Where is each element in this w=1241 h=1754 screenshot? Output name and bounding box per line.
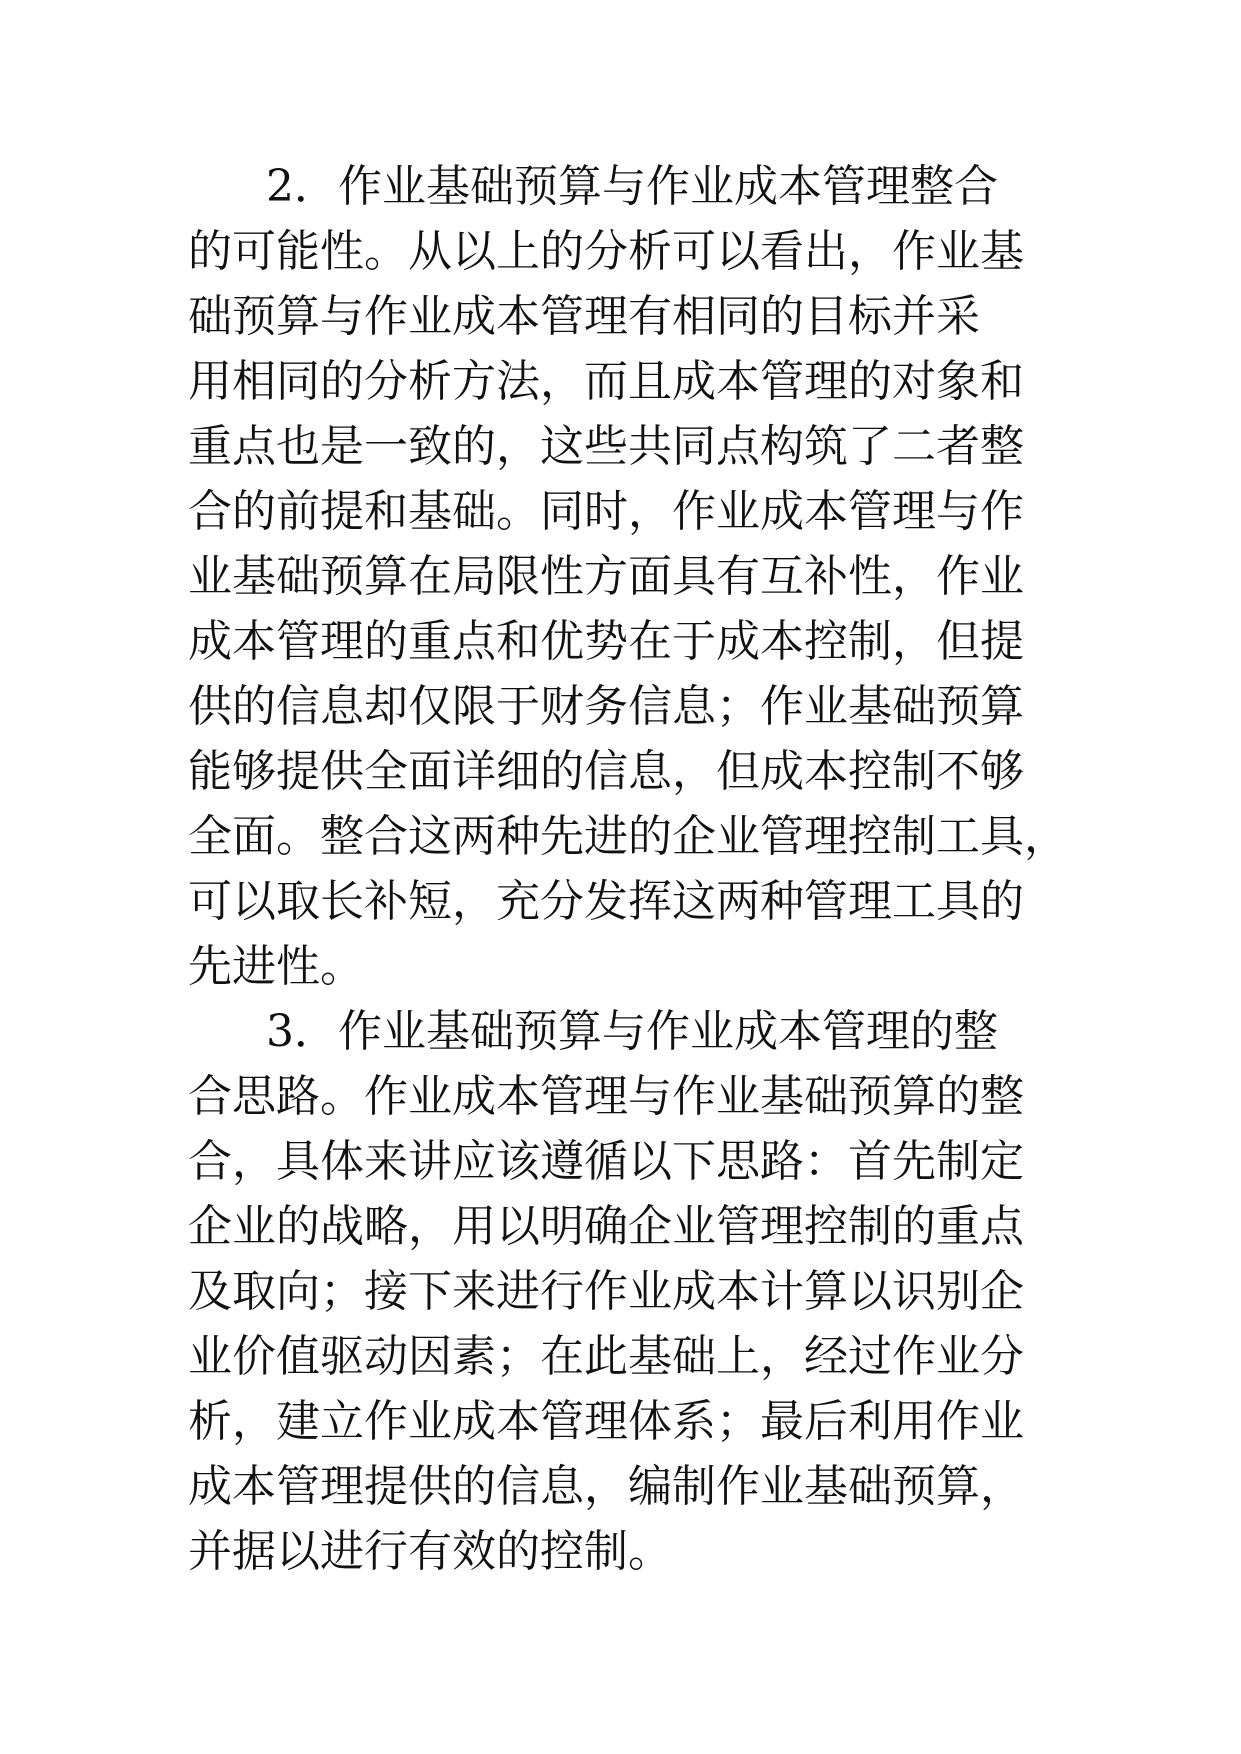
paragraph-3-line: 及取向；接下来进行作业成本计算以识别企 [188, 1266, 1024, 1317]
paragraph-2-line: 供的信息却仅限于财务信息；作业基础预算 [188, 681, 1024, 732]
body-text [188, 154, 1088, 1584]
paragraph-2-line: 的可能性。从以上的分析可以看出，作业基 [188, 226, 1024, 277]
paragraph-2-line: 重点也是一致的，这些共同点构筑了二者整 [188, 421, 1024, 472]
paragraph-2-line: 可以取长补短，充分发挥这两种管理工具的 [188, 876, 1024, 927]
paragraph-3-line: 合，具体来讲应该遵循以下思路：首先制定 [188, 1136, 1024, 1187]
paragraph-3-line: 合思路。作业成本管理与作业基础预算的整 [188, 1071, 1024, 1122]
paragraph-3-line: 企业的战略，用以明确企业管理控制的重点 [188, 1201, 1024, 1252]
paragraph-3-line: 业价值驱动因素；在此基础上，经过作业分 [188, 1331, 1024, 1382]
paragraph-3-line: 3．作业基础预算与作业成本管理的整 [266, 1006, 998, 1057]
paragraph-2-line: 础预算与作业成本管理有相同的目标并采 [188, 291, 980, 342]
paragraph-3-line: 析，建立作业成本管理体系；最后利用作业 [188, 1396, 1024, 1447]
paragraph-3-line: 成本管理提供的信息，编制作业基础预算， [188, 1461, 1024, 1512]
paragraph-2-line: 成本管理的重点和优势在于成本控制，但提 [188, 616, 1024, 667]
paragraph-2-line: 业基础预算在局限性方面具有互补性，作业 [188, 551, 1024, 602]
paragraph-2-line: 合的前提和基础。同时，作业成本管理与作 [188, 486, 1024, 537]
paragraph-2-line: 用相同的分析方法，而且成本管理的对象和 [188, 356, 1024, 407]
paragraph-2-line: 能够提供全面详细的信息，但成本控制不够 [188, 746, 1024, 797]
paragraph-2-line: 先进性。 [188, 941, 364, 992]
paragraph-2-line: 2．作业基础预算与作业成本管理整合 [266, 161, 998, 212]
paragraph-3-line: 并据以进行有效的控制。 [188, 1526, 672, 1577]
paragraph-2-line: 全面。整合这两种先进的企业管理控制工具， [188, 811, 1068, 862]
